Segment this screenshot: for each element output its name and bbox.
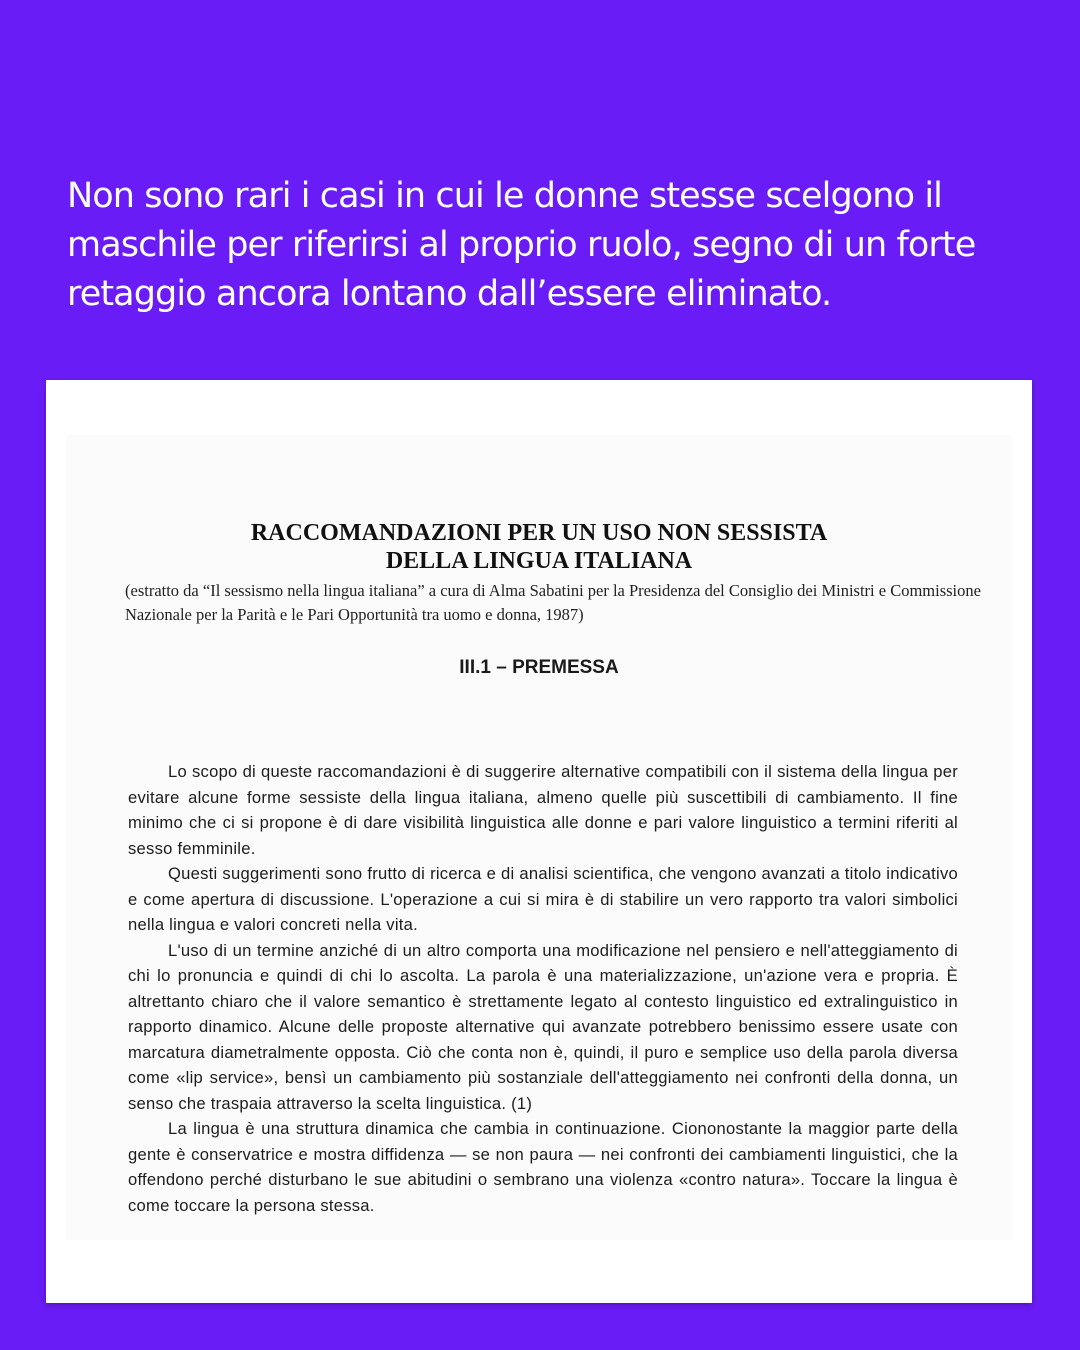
paragraph: Lo scopo di queste raccomandazioni è di suggerire alternative compatibili con il sistema della lingua per evitare alcune forme sessiste della lingua italiana, almeno quelle più suscettibili di cambiamento. Il fine minimo che ci si propone è di dare visibilità linguistica alle donne e pari valore linguistico a termini riferiti al sesso femminile. [128,762,958,858]
document-source: (estratto da “Il sessismo nella lingua italiana” a cura di Alma Sabatini per la Presidenza del Consiglio dei Ministri e Commissione Nazionale per la Parità e le Pari Opportunità tra uomo e donna, 1987) [125,581,981,624]
section-heading: III.1 – PREMESSA [459,657,619,678]
document-card [46,380,1032,1303]
scanned-document [66,435,1012,1240]
document-title-line-1: RACCOMANDAZIONI PER UN USO NON SESSISTA [250,520,828,546]
document-body [128,759,958,1218]
paragraph: L'uso di un termine anziché di un altro comporta una modificazione nel pensiero e nell'atteggiamento di chi lo pronuncia e quindi di chi lo ascolta. La parola è una materializzazione, un'azione vera e propria. È altrettanto chiaro che il valore semantico è strettamente legato al contesto linguistico ed extralinguistico in rapporto dinamico. Alcune delle proposte alternative qui avanzate potrebbero benissimo essere usate con marcatura diametralmente opposta. Ciò che conta non è, quindi, il puro e semplice uso della parola diversa come «lip service», bensì un cambiamento più sostanziale dell'atteggiamento nei confronti della donna, un senso che traspaia attraverso la scelta linguistica. (1) [128,940,958,1113]
document-title-line-2: DELLA LINGUA ITALIANA [385,548,693,574]
headline: Non sono rari i casi in cui le donne stesse scelgono il maschile per riferirsi al proprio ruolo, segno di un forte retaggio ancora lontano dall’essere eliminato. [67,176,976,314]
paragraph: La lingua è una struttura dinamica che cambia in continuazione. Ciononostante la maggior parte della gente è conservatrice e mostra diffidenza — se non paura — nei confronti dei cambiamenti linguistici, che la offendono perché disturbano le sue abitudini o sembrano una violenza «contro natura». Toccare la lingua è come toccare la persona stessa. [128,1119,958,1215]
paragraph: Questi suggerimenti sono frutto di ricerca e di analisi scientifica, che vengono avanzati a titolo indicativo e come apertura di discussione. L'operazione a cui si mira è di stabilire un vero rapporto tra valori simbolici nella lingua e valori concreti nella vita. [128,864,958,934]
